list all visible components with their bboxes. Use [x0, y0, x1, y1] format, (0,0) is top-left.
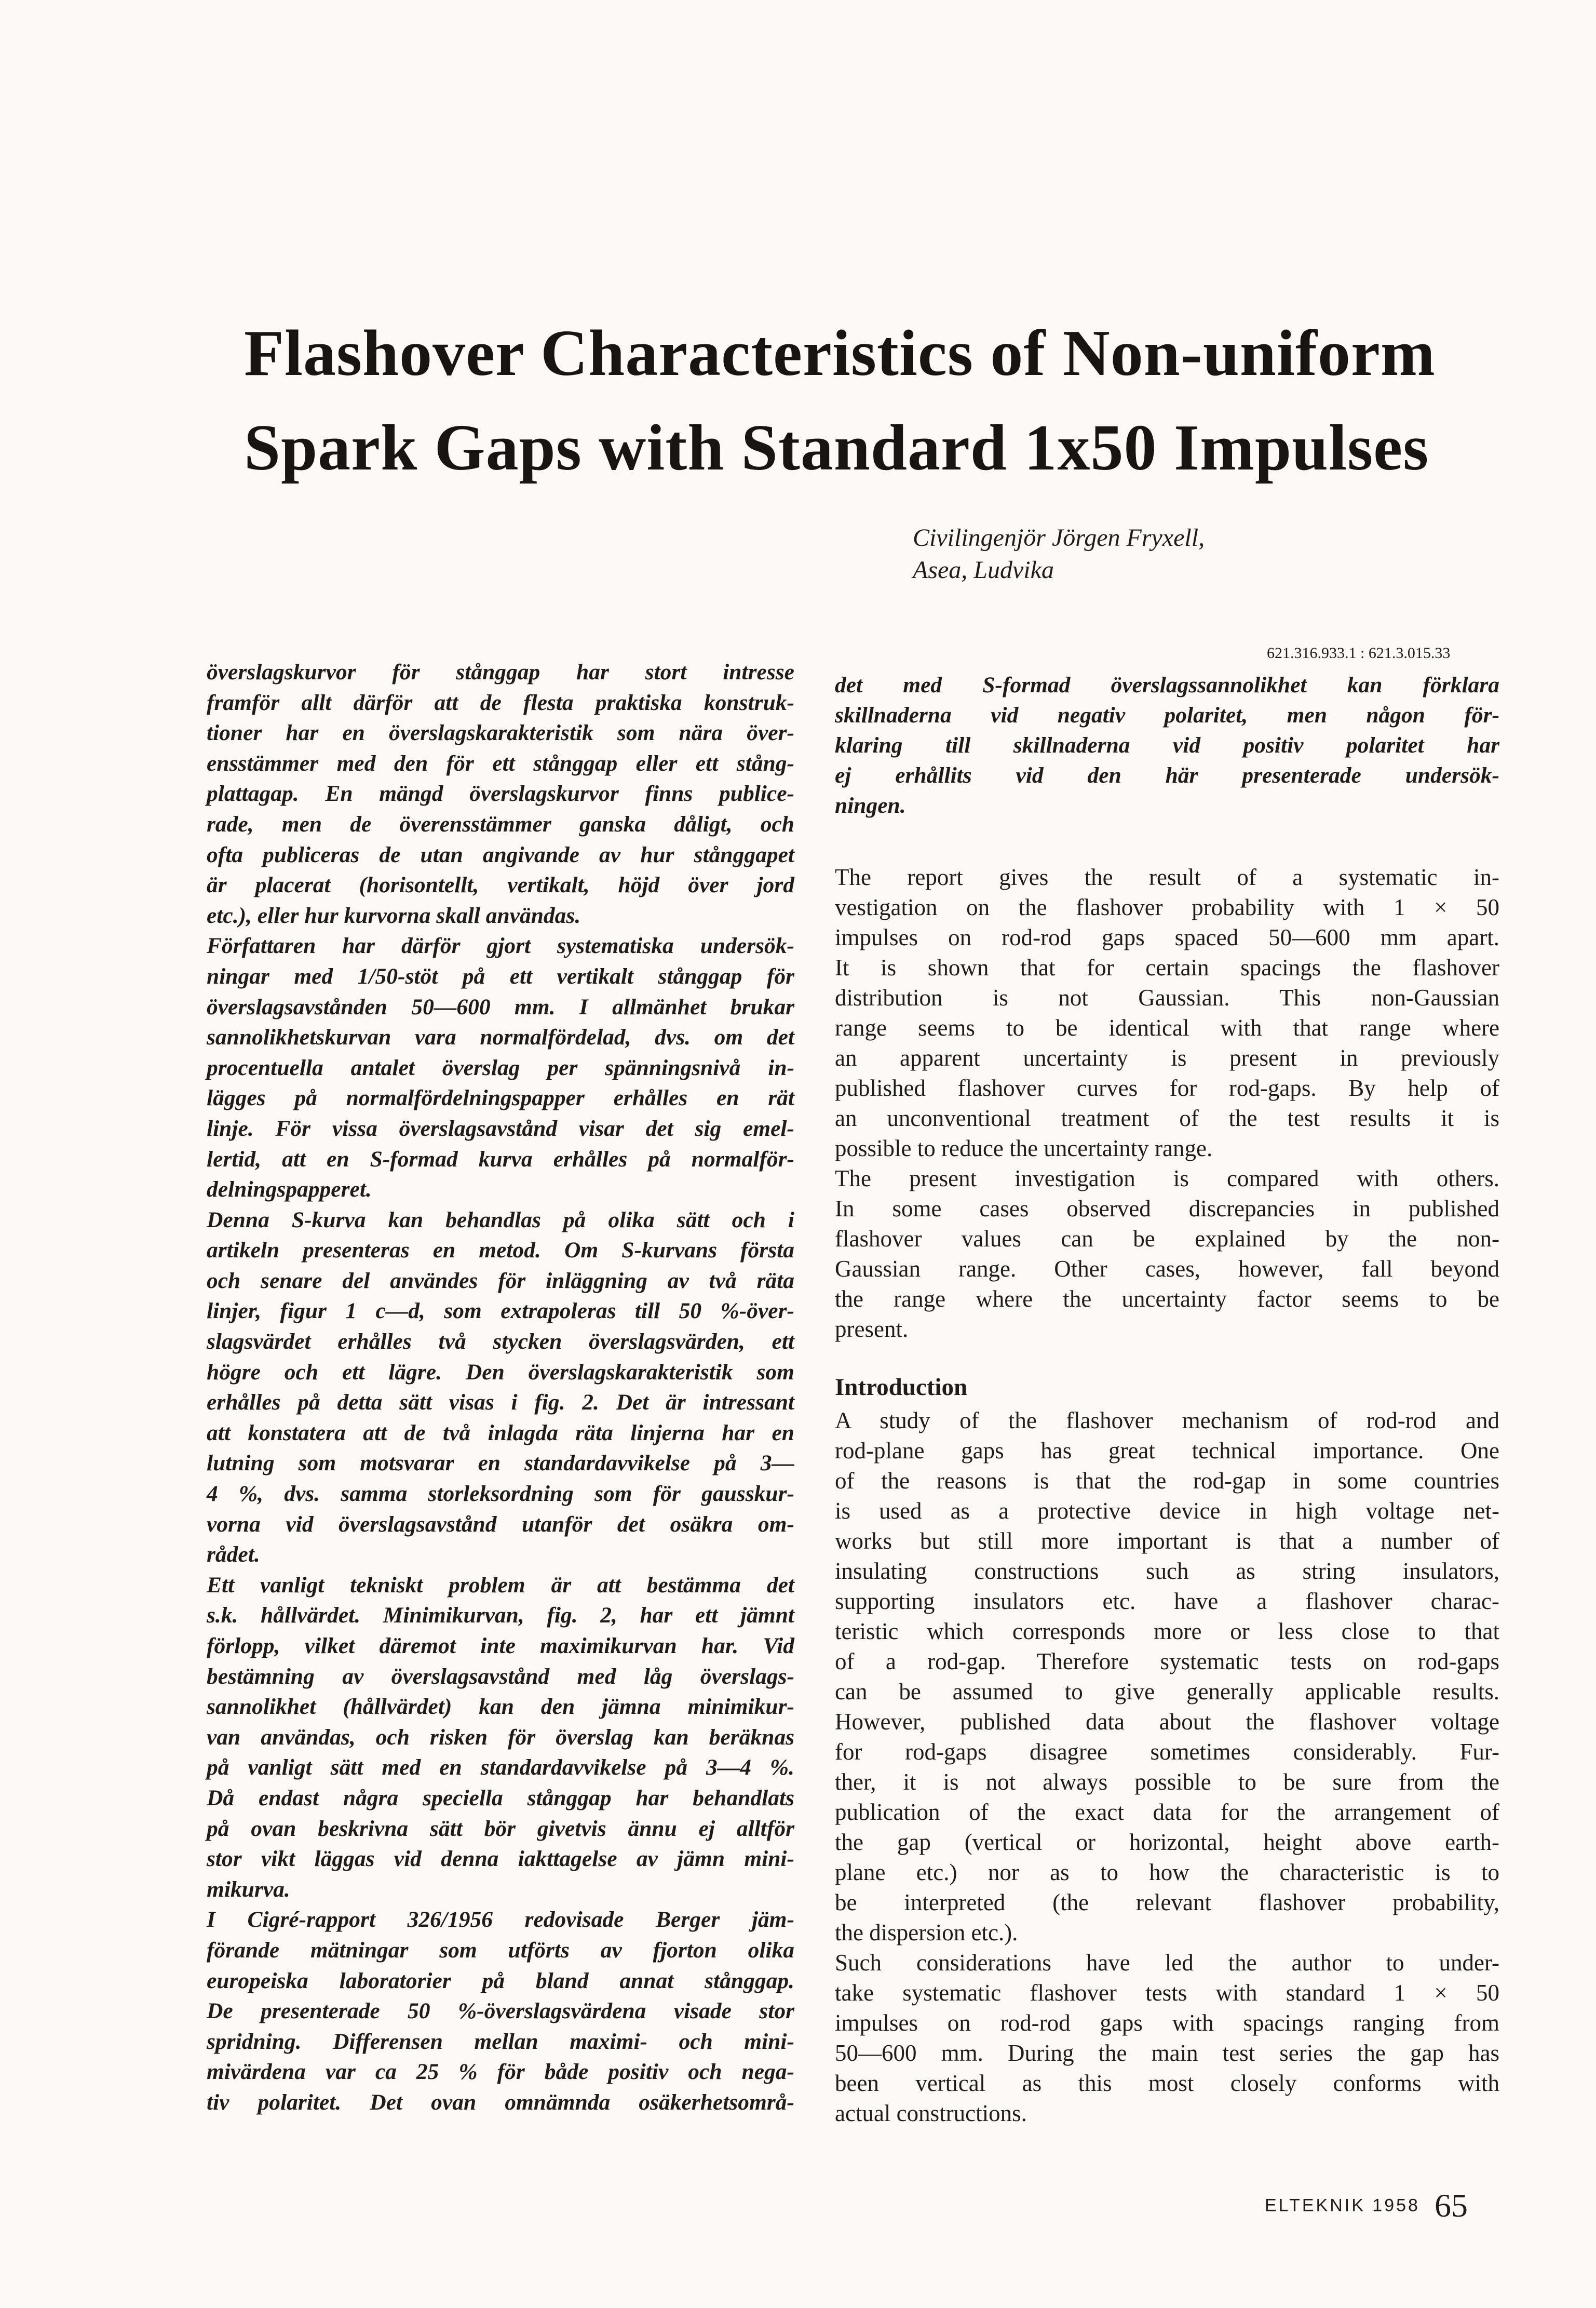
- text-line: tioner har en överslagskarakteristik som nära över-: [207, 720, 794, 746]
- text-line: lägges på normalfördelningspapper erhålles en rät: [207, 1085, 794, 1111]
- text-line: att konstatera att de två inlagda räta linjerna har en: [207, 1420, 794, 1445]
- text-line: published flashover curves for rod-gaps. By help of: [835, 1075, 1499, 1101]
- text-line: van användas, och risken för överslag kan beräknas: [207, 1724, 794, 1750]
- text-line: lutning som motsvarar en standardavvikelse på 3—: [207, 1451, 794, 1476]
- text-line: works but still more important is that a number of: [835, 1528, 1499, 1554]
- text-line: skillnaderna vid negativ polaritet, men någon för-: [835, 703, 1499, 728]
- english-abstract: [835, 862, 1499, 1344]
- text-line: The present investigation is compared with others.: [835, 1165, 1499, 1191]
- text-line: the dispersion etc.).: [835, 1920, 1018, 1945]
- text-line: 50—600 mm. During the main test series the gap has: [835, 2040, 1499, 2066]
- text-line: an unconventional treatment of the test results it is: [835, 1105, 1499, 1131]
- text-line: slagsvärdet erhålles två stycken överslagsvärden, ett: [207, 1329, 794, 1354]
- text-line: plane etc.) nor as to how the characteristic is to: [835, 1859, 1499, 1885]
- text-line: take systematic flashover tests with standard 1 × 50: [835, 1980, 1499, 2006]
- text-line: of a rod-gap. Therefore systematic tests on rod-gaps: [835, 1648, 1499, 1674]
- text-line: framför allt därför att de flesta praktiska konstruk-: [207, 690, 794, 715]
- text-line: stor vikt läggas vid denna iakttagelse av jämn mini-: [207, 1846, 794, 1872]
- text-line: mikurva.: [207, 1876, 290, 1902]
- text-line: spridning. Differensen mellan maximi- och mini-: [207, 2029, 794, 2054]
- text-line: på vanligt sätt med en standardavvikelse på 3—4 %.: [207, 1755, 794, 1780]
- text-line: tiv polaritet. Det ovan omnämnda osäkerhetsområ-: [207, 2089, 794, 2115]
- spacer: [835, 821, 1499, 862]
- text-line: actual constructions.: [835, 2100, 1027, 2126]
- text-line: överslagsavstånden 50—600 mm. I allmänhet brukar: [207, 994, 794, 1019]
- text-line: supporting insulators etc. have a flashover charac-: [835, 1588, 1499, 1614]
- text-line: of the reasons is that the rod-gap in some countries: [835, 1468, 1499, 1494]
- text-line: delningspapperet.: [207, 1177, 372, 1202]
- udc-classification: 621.316.933.1 : 621.3.015.33: [1267, 645, 1451, 662]
- text-line: på ovan beskrivna sätt bör givetvis ännu ej alltför: [207, 1816, 794, 1841]
- text-line: mivärdena var ca 25 % för både positiv och nega-: [207, 2059, 794, 2085]
- text-line: flashover values can be explained by the non-: [835, 1226, 1499, 1252]
- text-line: In some cases observed discrepancies in published: [835, 1196, 1499, 1222]
- text-line: klaring till skillnaderna vid positiv polaritet har: [835, 733, 1499, 758]
- right-column: [835, 670, 1499, 2128]
- author-affiliation: Asea, Ludvika: [913, 556, 1054, 584]
- swedish-summary-right: [835, 670, 1499, 821]
- page-footer: [1265, 2186, 1468, 2225]
- text-line: bestämning av överslagsavstånd med låg överslags-: [207, 1663, 794, 1689]
- text-line: linje. För vissa överslagsavstånd visar det sig emel-: [207, 1116, 794, 1141]
- text-line: Ett vanligt tekniskt problem är att bestämma det: [207, 1572, 794, 1598]
- title-line-1: Flashover Characteristics of Non-uniform: [244, 317, 1436, 390]
- text-line: ningen.: [835, 793, 906, 818]
- text-line: plattagap. En mängd överslagskurvor finns publice-: [207, 781, 794, 807]
- text-line: det med S-formad överslagssannolikhet kan förklara: [835, 673, 1499, 697]
- text-line: possible to reduce the uncertainty range.: [835, 1135, 1213, 1161]
- author-byline: [913, 522, 1205, 586]
- text-line: rådet.: [207, 1542, 260, 1567]
- introduction-body: [835, 1405, 1499, 2128]
- text-line: högre och ett lägre. Den överslagskarakteristik som: [207, 1359, 794, 1385]
- text-line: sannolikhetskurvan vara normalfördelad, dvs. om det: [207, 1025, 794, 1050]
- text-line: However, published data about the flashover voltage: [835, 1709, 1499, 1735]
- text-line: insulating constructions such as string insulators,: [835, 1558, 1499, 1584]
- text-line: rod-plane gaps has great technical importance. One: [835, 1438, 1499, 1464]
- text-line: range seems to be identical with that range where: [835, 1015, 1499, 1041]
- text-line: Då endast några speciella stånggap har behandlats: [207, 1785, 794, 1810]
- text-line: förande mätningar som utförts av fjorton olika: [207, 1937, 794, 1963]
- text-line: överslagskurvor för stånggap har stort intresse: [207, 660, 794, 685]
- text-line: sannolikhet (hållvärdet) kan den jämna minimikur-: [207, 1694, 794, 1720]
- text-line: the range where the uncertainty factor seems to be: [835, 1286, 1499, 1312]
- journal-name: ELTEKNIK 1958: [1265, 2195, 1420, 2216]
- text-line: rade, men de överensstämmer ganska dåligt, och: [207, 811, 794, 837]
- text-line: De presenterade 50 %-överslagsvärdena visade stor: [207, 1998, 794, 2024]
- text-line: och senare del användes för inläggning av två räta: [207, 1268, 794, 1293]
- text-line: The report gives the result of a systematic in-: [835, 864, 1499, 890]
- text-line: Gaussian range. Other cases, however, fall beyond: [835, 1256, 1499, 1282]
- text-line: is used as a protective device in high voltage net-: [835, 1498, 1499, 1524]
- text-line: the gap (vertical or horizontal, height above earth-: [835, 1829, 1499, 1855]
- text-line: impulses on rod-rod gaps spaced 50—600 mm apart.: [835, 924, 1499, 950]
- text-line: är placerat (horisontellt, vertikalt, höjd över jord: [207, 873, 794, 898]
- text-line: can be assumed to give generally applicable results.: [835, 1679, 1499, 1705]
- text-line: an apparent uncertainty is present in previously: [835, 1045, 1499, 1071]
- text-line: etc.), eller hur kurvorna skall användas.: [207, 903, 581, 928]
- text-line: impulses on rod-rod gaps with spacings ranging from: [835, 2010, 1499, 2036]
- text-line: for rod-gaps disagree sometimes considerably. Fur-: [835, 1739, 1499, 1765]
- text-line: vestigation on the flashover probability with 1 × 50: [835, 894, 1499, 920]
- text-line: 4 %, dvs. samma storleksordning som för gausskur-: [207, 1481, 794, 1507]
- text-line: artikeln presenteras en metod. Om S-kurvans första: [207, 1238, 794, 1263]
- text-line: ofta publiceras de utan angivande av hur stånggapet: [207, 842, 794, 867]
- text-line: ther, it is not always possible to be sure from the: [835, 1769, 1499, 1795]
- text-line: linjer, figur 1 c—d, som extrapoleras till 50 %-över-: [207, 1298, 794, 1324]
- text-line: Denna S-kurva kan behandlas på olika sätt och i: [207, 1207, 794, 1232]
- text-line: erhålles på detta sätt visas i fig. 2. Det är intressant: [207, 1390, 794, 1415]
- text-line: Författaren har därför gjort systematiska undersök-: [207, 933, 794, 959]
- text-line: been vertical as this most closely conforms with: [835, 2070, 1499, 2096]
- text-line: procentuella antalet överslag per spänningsnivå in-: [207, 1055, 794, 1080]
- text-line: ej erhållits vid den här presenterade undersök-: [835, 763, 1499, 788]
- text-line: publication of the exact data for the arrangement of: [835, 1799, 1499, 1825]
- text-line: I Cigré-rapport 326/1956 redovisade Berger jäm-: [207, 1907, 794, 1933]
- article-title: [244, 306, 1521, 495]
- section-heading-introduction: Introduction: [835, 1374, 968, 1401]
- text-line: Such considerations have led the author to under-: [835, 1950, 1499, 1976]
- text-line: It is shown that for certain spacings the flashover: [835, 955, 1499, 981]
- text-line: ensstämmer med den för ett stånggap eller ett stång-: [207, 750, 794, 776]
- text-line: be interpreted (the relevant flashover probability,: [835, 1889, 1499, 1915]
- swedish-summary-left: [207, 657, 794, 2118]
- text-line: lertid, att en S-formad kurva erhålles på normalför-: [207, 1146, 794, 1172]
- text-line: present.: [835, 1316, 909, 1342]
- text-line: ningar med 1/50-stöt på ett vertikalt stånggap för: [207, 963, 794, 989]
- text-line: A study of the flashover mechanism of rod-rod and: [835, 1407, 1499, 1433]
- text-line: s.k. hållvärdet. Minimikurvan, fig. 2, har ett jämnt: [207, 1603, 794, 1628]
- author-name: Civilingenjör Jörgen Fryxell,: [913, 524, 1205, 552]
- text-line: förlopp, vilket däremot inte maximikurvan har. Vid: [207, 1633, 794, 1658]
- page-number: 65: [1434, 2187, 1468, 2224]
- text-line: europeiska laboratorier på bland annat stånggap.: [207, 1968, 794, 1993]
- text-line: vorna vid överslagsavstånd utanför det osäkra om-: [207, 1511, 794, 1537]
- text-line: distribution is not Gaussian. This non-Gaussian: [835, 985, 1499, 1011]
- spacer: [835, 1344, 1499, 1369]
- title-line-2: Spark Gaps with Standard 1x50 Impulses: [244, 412, 1429, 484]
- text-line: teristic which corresponds more or less close to that: [835, 1618, 1499, 1644]
